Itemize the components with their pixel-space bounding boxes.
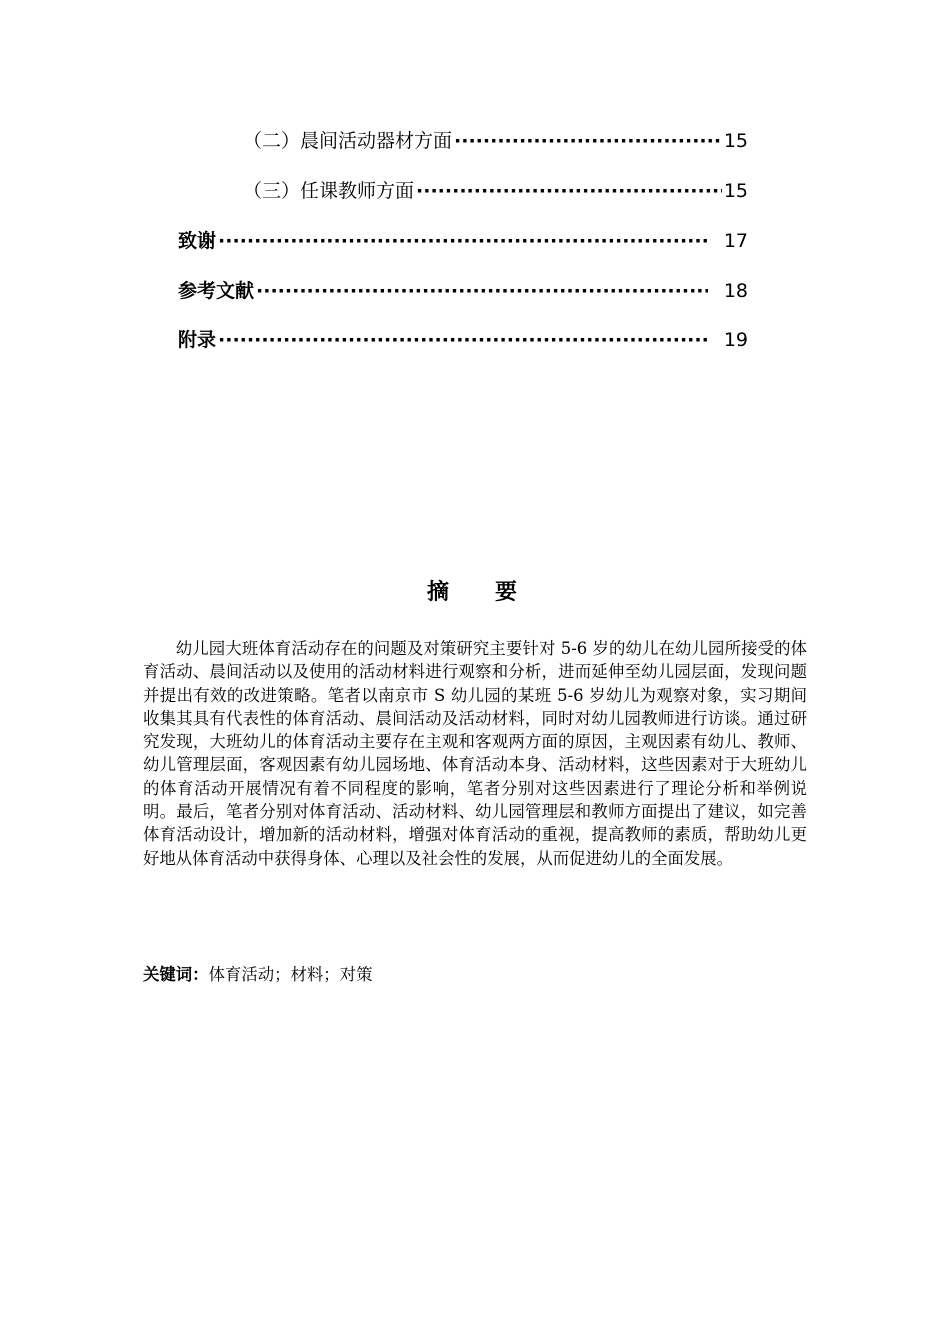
toc-leader-dots — [218, 328, 708, 352]
toc-leader-dots — [454, 129, 722, 153]
toc-entry[interactable] — [178, 328, 748, 352]
toc-leader-dots — [256, 279, 708, 303]
toc-entry-title: 附录 — [178, 329, 217, 351]
toc-entry-page: 15 — [723, 130, 748, 152]
toc-entry-title: 致谢 — [178, 230, 217, 252]
toc-entry-title: （二）晨间活动器材方面 — [243, 130, 453, 152]
keywords-label: 关键词： — [143, 965, 209, 984]
toc-entry-page: 18 — [723, 280, 748, 302]
toc-entry-page: 17 — [723, 230, 748, 252]
abstract-title: 摘要 — [426, 580, 563, 605]
toc-entry-page: 19 — [723, 329, 748, 351]
toc-entry-page: 15 — [723, 180, 748, 202]
keywords-value: 体育活动；材料；对策 — [208, 965, 373, 984]
toc-entry[interactable] — [243, 179, 748, 203]
keywords-line — [143, 963, 372, 987]
toc-entry[interactable] — [178, 279, 748, 303]
toc-entry[interactable] — [243, 129, 748, 153]
abstract-body: 幼儿园大班体育活动存在的问题及对策研究主要针对 5-6 岁的幼儿在幼儿园所接受的体育活动、晨间活动以及使用的活动材料进行观察和分析，进而延伸至幼儿园层面，发现问题并提出有效的改进策略。笔者以南京市 S 幼儿园的某班 5-6 岁幼儿为观察对象，实习期间收集其具有代表性的体育活动、晨间活动及活动材料，同时对幼儿园教师进行访谈。通过研究发现，大班幼儿的体育活动主要存在主观和客观两方面的原因，主观因素有幼儿、教师、幼儿管理层面，客观因素有幼儿园场地、体育活动本身、活动材料，这些因素对于大班幼儿的体育活动开展情况有着不同程度的影响，笔者分别对这些因素进行了理论分析和举例说明。最后，笔者分别对体育活动、活动材料、幼儿园管理层和教师方面提出了建议，如完善体育活动设计，增加新的活动材料，增强对体育活动的重视，提高教师的素质，帮助幼儿更好地从体育活动中获得身体、心理以及社会性的发展，从而促进幼儿的全面发展。 — [143, 639, 807, 868]
toc-entry-title: 参考文献 — [178, 280, 255, 302]
toc-entry-title: （三）任课教师方面 — [243, 180, 415, 202]
toc-leader-dots — [218, 229, 708, 253]
toc-leader-dots — [416, 179, 722, 203]
toc-entry[interactable] — [178, 229, 748, 253]
